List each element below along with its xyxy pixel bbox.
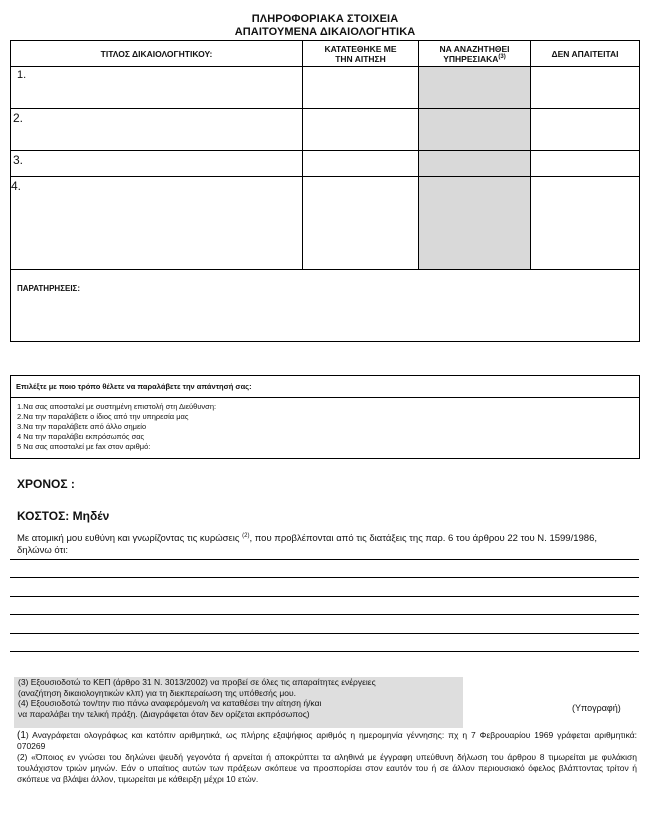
reply-method-options — [11, 398, 639, 452]
required-documents-table — [10, 40, 640, 342]
reply-option-in-person[interactable]: 2.Να την παραλάβετε ο ίδιος από την υπηρεσία μας — [17, 412, 189, 421]
footnote-1: (1) Αναγράφεται ολογράφως και κατόπιν αριθμητικά, ως πλήρης εξαψήφιος αριθμός η ημερομηνία γέννησης: πχ η 7 Φεβρουαρίου 1969 γράφεται αριθμητικά: 070269 — [17, 730, 637, 751]
document-title-cell[interactable]: 3. — [11, 151, 303, 177]
note-4-line-2: να παραλάβει την τελική πράξη. (Διαγράφεται όταν δεν ορίζεται εκπρόσωπος) — [18, 708, 310, 719]
authorization-notes — [14, 677, 463, 728]
declaration-line[interactable] — [10, 596, 639, 597]
note-3-line-2: (αναζήτηση δικαιολογητικών κλπ) για τη διεκπεραίωση της υπόθεσής μου. — [18, 687, 296, 698]
reply-method-box — [10, 375, 640, 459]
declaration-line[interactable] — [10, 651, 639, 652]
signature-label: (Υπογραφή) — [572, 703, 621, 713]
declaration-line[interactable] — [10, 633, 639, 634]
submitted-cell[interactable] — [303, 177, 419, 270]
col-document-title: ΤΙΤΛΟΣ ΔΙΚΑΙΟΛΟΓΗΤΙΚΟΥ: — [11, 41, 303, 67]
not-required-cell[interactable] — [531, 177, 640, 270]
not-required-cell[interactable] — [531, 67, 640, 109]
form-title: ΠΛΗΡΟΦΟΡΙΑΚΑ ΣΤΟΙΧΕΙΑ — [251, 13, 399, 25]
duration-label: ΧΡΟΝΟΣ : — [17, 477, 75, 491]
note-4-line-1: (4) Εξουσιοδοτώ τον/την πιο πάνω αναφερόμενο/η να καταθέσει την αίτηση ή/και — [18, 698, 322, 708]
declaration-line[interactable] — [10, 577, 639, 578]
searched-cell — [419, 151, 531, 177]
document-title-cell[interactable]: 4. — [11, 177, 303, 270]
not-required-cell[interactable] — [531, 151, 640, 177]
not-required-cell[interactable] — [531, 109, 640, 151]
document-title-cell[interactable]: 1. — [11, 67, 303, 109]
declaration-line[interactable] — [10, 614, 639, 615]
table-row — [11, 177, 640, 270]
remarks-field[interactable] — [11, 270, 640, 342]
searched-cell — [419, 177, 531, 270]
remarks-row — [11, 270, 640, 342]
declaration-line[interactable] — [10, 559, 639, 560]
declaration-text: Με ατομική μου ευθύνη και γνωρίζοντας τις κυρώσεις $^{(2)}$, που προβλέπονται από τις διατάξεις της παρ. 6 του άρθρου 22 του Ν. 1599/1986, δηλώνω ότι: — [17, 532, 597, 556]
submitted-cell[interactable] — [303, 67, 419, 109]
reply-option-registered-mail[interactable]: 1.Να σας αποσταλεί με συστημένη επιστολή στη Διεύθυνση: — [17, 402, 217, 411]
reply-method-heading: Επιλέξτε με ποιο τρόπο θέλετε να παραλάβετε την απάντησή σας: — [11, 376, 639, 398]
submitted-cell[interactable] — [303, 109, 419, 151]
col-to-be-searched: ΝΑ ΑΝΑΖΗΤΗΘΕΙ ΥΠΗΡΕΣΙΑΚΑ$^{(3)}$ — [419, 41, 531, 67]
cost-label: ΚΟΣΤΟΣ: Μηδέν — [17, 509, 110, 523]
note-3-line-1: (3) Εξουσιοδοτώ το ΚΕΠ (άρθρο 31 Ν. 3013/2002) να προβεί σε όλες τις απαραίτητες ενέργειες — [18, 677, 376, 687]
col-not-required: ΔΕΝ ΑΠΑΙΤΕΙΤΑΙ — [531, 41, 640, 67]
remarks-label: ΠΑΡΑΤΗΡΗΣΕΙΣ: — [17, 284, 81, 293]
reply-option-fax[interactable]: 5 Να σας αποσταλεί με fax στον αριθμό: — [17, 442, 151, 451]
form-subtitle: ΑΠΑΙΤΟΥΜΕΝΑ ΔΙΚΑΙΟΛΟΓΗΤΙΚΑ — [234, 26, 416, 38]
searched-cell — [419, 109, 531, 151]
reply-option-representative[interactable]: 4 Να την παραλάβει εκπρόσωπός σας — [17, 432, 145, 441]
footnotes — [17, 730, 637, 785]
footnote-2: (2) «Όποιος εν γνώσει του δηλώνει ψευδή γεγονότα ή αρνείται ή αποκρύπτει τα αληθινά με έγγραφη υπεύθυνη δήλωση του άρθρου 8 τιμωρείται με φυλάκιση τουλάχιστον τριών μηνών. Εάν ο υπαίτιος αυτών των πράξεων σκόπευε να προσπορίσει στον εαυτόν του ή σε άλλον περιουσιακό όφελος βλάπτοντας τρίτον ή σκόπευε να βλάψει άλλον, τιμωρείται με κάθειρξη μέχρι 10 ετών. — [17, 752, 637, 784]
searched-cell — [419, 67, 531, 109]
submitted-cell[interactable] — [303, 151, 419, 177]
table-row — [11, 151, 640, 177]
document-title-cell[interactable]: 2. — [11, 109, 303, 151]
table-row — [11, 67, 640, 109]
col-submitted-with-application: ΚΑΤΑΤΕΘΗΚΕ ΜΕ ΤΗΝ ΑΙΤΗΣΗ — [303, 41, 419, 67]
reply-option-other-location[interactable]: 3.Να την παραλάβετε από άλλο σημείο — [17, 422, 147, 431]
table-row — [11, 109, 640, 151]
table-header-row — [11, 41, 640, 67]
